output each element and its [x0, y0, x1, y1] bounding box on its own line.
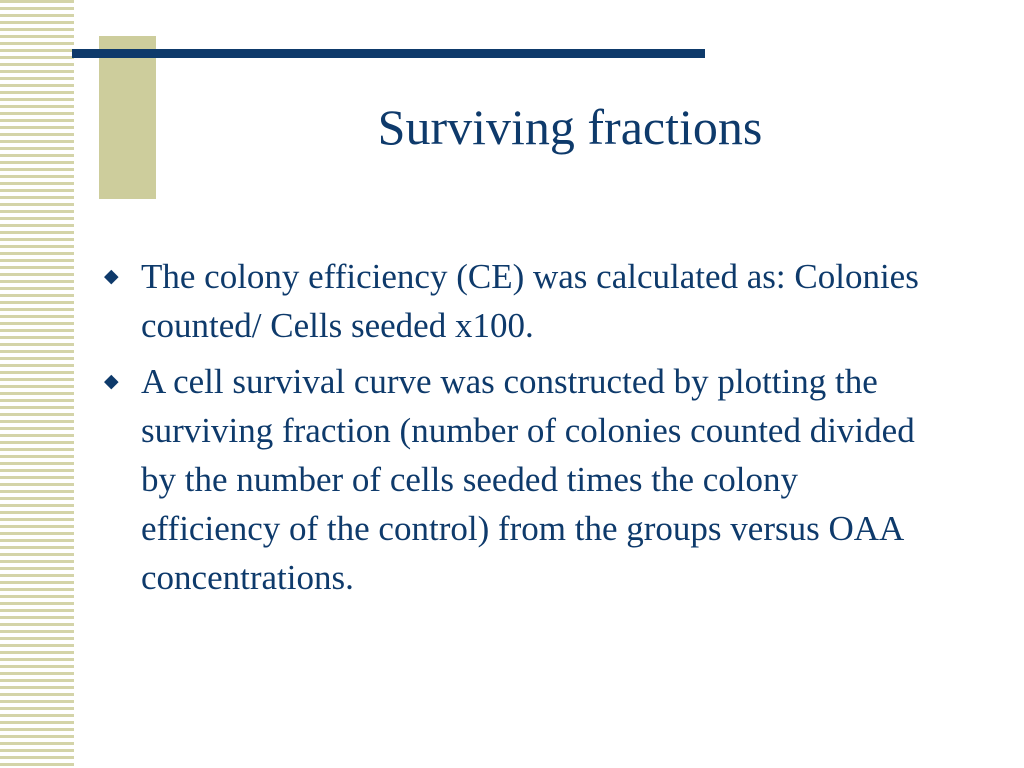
accent-block [99, 36, 156, 199]
diamond-bullet-icon: ◆ [104, 266, 119, 287]
bullet-item-colony-efficiency [104, 252, 934, 350]
title-rule [72, 49, 705, 58]
bullet-item-survival-curve [104, 357, 934, 602]
bullet-list [104, 252, 934, 609]
bullet-text: The colony efficiency (CE) was calculated as: Colonies counted/ Cells seeded x100. [141, 257, 919, 345]
bullet-text: A cell survival curve was constructed by plotting the surviving fraction (number of colonies counted divided by the number of cells seeded times the colony efficiency of the control) from the groups versus OAA concentrations. [141, 362, 915, 597]
diamond-bullet-icon: ◆ [104, 371, 119, 392]
slide-title: Surviving fractions [377, 99, 763, 155]
striped-side-band [0, 0, 74, 768]
